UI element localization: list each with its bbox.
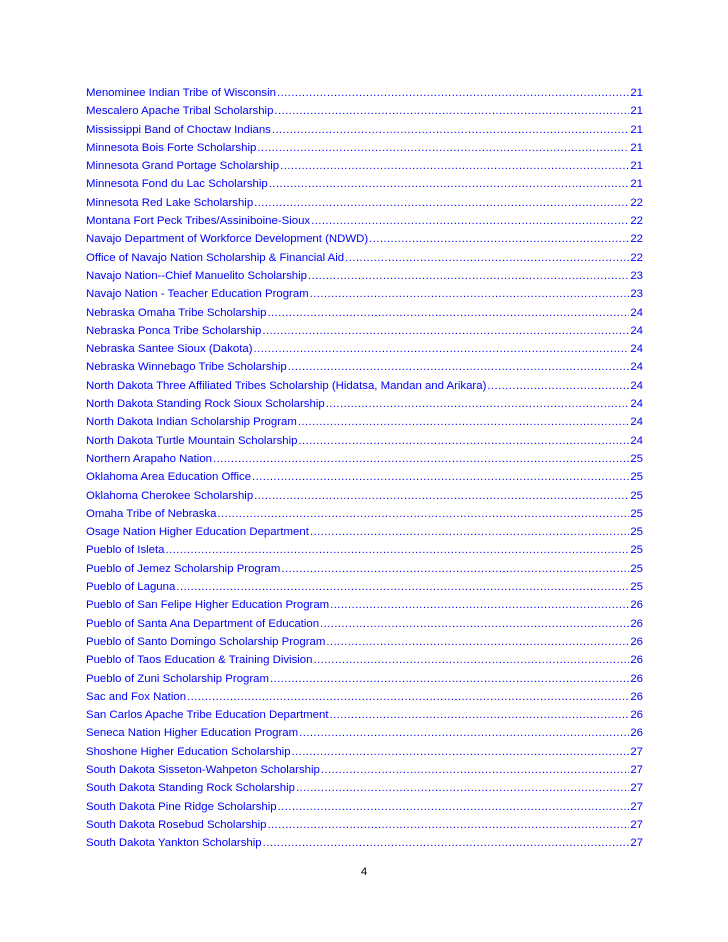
toc-entry-title[interactable]: Nebraska Santee Sioux (Dakota)	[86, 343, 253, 356]
toc-entry-page-number[interactable]: 25	[630, 489, 643, 502]
toc-entry-title[interactable]: South Dakota Pine Ridge Scholarship	[86, 800, 277, 813]
toc-entry-page-number[interactable]: 21	[630, 87, 643, 99]
toc-dot-leader	[254, 194, 629, 212]
toc-dot-leader	[252, 468, 629, 486]
toc-entry[interactable]	[86, 450, 643, 468]
toc-entry-title[interactable]: North Dakota Indian Scholarship Program	[86, 416, 297, 429]
toc-entry-page-number[interactable]: 25	[630, 562, 643, 575]
toc-entry-page-number[interactable]: 25	[630, 507, 643, 520]
toc-entry-page-number[interactable]: 24	[630, 324, 643, 337]
toc-entry[interactable]	[86, 358, 643, 376]
toc-dot-leader	[320, 615, 629, 633]
toc-entry-page-number[interactable]: 24	[630, 416, 643, 429]
toc-dot-leader	[217, 505, 629, 523]
toc-dot-leader	[267, 304, 629, 322]
toc-entry[interactable]	[86, 743, 643, 761]
toc-entry-title[interactable]: Montana Fort Peck Tribes/Assiniboine-Sioux	[86, 215, 311, 228]
toc-entry[interactable]	[86, 304, 643, 322]
toc-entry[interactable]	[86, 523, 643, 541]
toc-entry-title[interactable]: Pueblo of Jemez Scholarship Program	[86, 562, 281, 575]
toc-entry-title[interactable]: Omaha Tribe of Nebraska	[86, 507, 217, 520]
toc-dot-leader	[270, 670, 629, 688]
toc-entry-page-number[interactable]: 27	[630, 818, 643, 831]
toc-entry[interactable]	[86, 724, 643, 742]
toc-entry-title[interactable]: Mescalero Apache Tribal Scholarship	[86, 105, 274, 118]
toc-entry-page-number[interactable]: 24	[630, 434, 643, 447]
toc-dot-leader	[274, 102, 629, 120]
toc-entry-page-number[interactable]: 25	[630, 581, 643, 594]
toc-entry-page-number[interactable]: 27	[630, 837, 643, 850]
toc-entry-title[interactable]: San Carlos Apache Tribe Education Department	[86, 709, 329, 722]
toc-entry-title[interactable]: Pueblo of Laguna	[86, 581, 176, 594]
toc-entry-title[interactable]: Northern Arapaho Nation	[86, 452, 213, 465]
toc-entry[interactable]	[86, 670, 643, 688]
toc-entry-title[interactable]: Mississippi Band of Choctaw Indians	[86, 123, 271, 136]
toc-entry[interactable]	[86, 322, 643, 340]
toc-entry-page-number[interactable]: 22	[630, 196, 643, 209]
toc-dot-leader	[272, 121, 629, 139]
toc-entry-page-number[interactable]: 23	[630, 269, 643, 282]
toc-entry-page-number[interactable]: 27	[630, 800, 643, 813]
toc-dot-leader	[313, 651, 629, 669]
toc-entry[interactable]	[86, 816, 643, 834]
toc-entry-title[interactable]: Pueblo of San Felipe Higher Education Program	[86, 599, 330, 612]
toc-entry[interactable]	[86, 285, 643, 303]
toc-entry-page-number[interactable]: 22	[630, 233, 643, 246]
toc-dot-leader	[166, 541, 630, 559]
toc-dot-leader	[330, 706, 630, 724]
toc-entry-page-number[interactable]: 26	[630, 690, 643, 703]
toc-entry[interactable]	[86, 340, 643, 358]
toc-entry-page-number[interactable]: 25	[630, 471, 643, 484]
page-number: 4	[360, 866, 368, 878]
toc-dot-leader	[292, 743, 630, 761]
toc-entry-page-number[interactable]: 24	[630, 398, 643, 411]
toc-entry-title[interactable]: Oklahoma Cherokee Scholarship	[86, 489, 254, 502]
toc-entry-page-number[interactable]: 21	[630, 141, 643, 154]
toc-entry[interactable]	[86, 468, 643, 486]
toc-dot-leader	[330, 596, 629, 614]
toc-entry-page-number[interactable]: 26	[630, 672, 643, 685]
toc-entry[interactable]	[86, 615, 643, 633]
toc-entry-title[interactable]: Oklahoma Area Education Office	[86, 471, 252, 484]
toc-entry[interactable]	[86, 432, 643, 450]
toc-entry-title[interactable]: Osage Nation Higher Education Department	[86, 526, 309, 539]
toc-entry[interactable]	[86, 706, 643, 724]
toc-entry[interactable]	[86, 834, 643, 852]
toc-entry[interactable]	[86, 761, 643, 779]
toc-dot-leader	[281, 560, 629, 578]
toc-dot-leader	[267, 816, 629, 834]
toc-entry-title[interactable]: Navajo Nation--Chief Manuelito Scholarship	[86, 269, 307, 282]
toc-dot-leader	[187, 688, 629, 706]
toc-entry-title[interactable]: Sac and Fox Nation	[86, 690, 187, 703]
toc-entry-page-number[interactable]: 25	[630, 544, 643, 557]
toc-dot-leader	[326, 633, 629, 651]
toc-dot-leader	[321, 761, 629, 779]
toc-entry[interactable]	[86, 633, 643, 651]
toc-entry-title[interactable]: North Dakota Turtle Mountain Scholarship	[86, 434, 298, 447]
toc-dot-leader	[308, 267, 629, 285]
toc-entry-page-number[interactable]: 25	[630, 452, 643, 465]
toc-entry-page-number[interactable]: 24	[630, 306, 643, 319]
toc-entry-title[interactable]: South Dakota Rosebud Scholarship	[86, 818, 267, 831]
toc-dot-leader	[326, 395, 630, 413]
toc-entry-title[interactable]: South Dakota Sisseton-Wahpeton Scholarship	[86, 763, 320, 776]
toc-entry-title[interactable]: Navajo Nation - Teacher Education Program	[86, 288, 309, 301]
toc-entry-title[interactable]: Pueblo of Taos Education & Training Division	[86, 654, 313, 667]
toc-dot-leader	[278, 798, 630, 816]
toc-entry-title[interactable]: Minnesota Grand Portage Scholarship	[86, 160, 280, 173]
toc-entry[interactable]	[86, 267, 643, 285]
toc-entry-page-number[interactable]: 24	[630, 361, 643, 374]
toc-entry-page-number[interactable]: 25	[630, 526, 643, 539]
toc-entry-page-number[interactable]: 26	[630, 635, 643, 648]
toc-entry[interactable]	[86, 377, 643, 395]
toc-entry-page-number[interactable]: 21	[630, 105, 643, 118]
toc-entry-title[interactable]: Office of Navajo Nation Scholarship & Financial Aid	[86, 251, 345, 264]
toc-entry-page-number[interactable]: 26	[630, 599, 643, 612]
toc-entry[interactable]	[86, 688, 643, 706]
toc-entry-page-number[interactable]: 26	[630, 654, 643, 667]
toc-entry-title[interactable]: Minnesota Red Lake Scholarship	[86, 196, 254, 209]
toc-entry-title[interactable]: Minnesota Bois Forte Scholarship	[86, 141, 257, 154]
toc-entry[interactable]	[86, 175, 643, 193]
toc-dot-leader	[263, 834, 630, 852]
toc-entry[interactable]	[86, 157, 643, 175]
toc-entry-title[interactable]: Navajo Department of Workforce Development (NDWD)	[86, 233, 369, 246]
toc-entry-title[interactable]: Nebraska Ponca Tribe Scholarship	[86, 324, 262, 337]
toc-entry-title[interactable]: Shoshone Higher Education Scholarship	[86, 745, 291, 758]
table-of-contents	[86, 84, 643, 852]
toc-entry-title[interactable]: Menominee Indian Tribe of Wisconsin	[86, 87, 276, 99]
toc-entry[interactable]	[86, 578, 643, 596]
toc-entry-page-number[interactable]: 27	[630, 745, 643, 758]
toc-entry[interactable]	[86, 505, 643, 523]
toc-dot-leader	[298, 432, 629, 450]
toc-dot-leader	[310, 523, 629, 541]
toc-entry-page-number[interactable]: 27	[630, 782, 643, 795]
toc-entry-title[interactable]: Nebraska Omaha Tribe Scholarship	[86, 306, 267, 319]
toc-entry-title[interactable]: Pueblo of Santo Domingo Scholarship Program	[86, 635, 326, 648]
toc-entry[interactable]	[86, 541, 643, 559]
toc-dot-leader	[345, 249, 629, 267]
toc-entry-title[interactable]: North Dakota Three Affiliated Tribes Scholarship (Hidatsa, Mandan and Arikara)	[86, 379, 487, 392]
toc-entry-title[interactable]: Minnesota Fond du Lac Scholarship	[86, 178, 268, 191]
toc-entry-title[interactable]: North Dakota Standing Rock Sioux Scholarship	[86, 398, 325, 411]
toc-entry-page-number[interactable]: 21	[630, 123, 643, 136]
toc-dot-leader	[311, 212, 629, 230]
toc-entry[interactable]	[86, 139, 643, 157]
toc-entry-title[interactable]: South Dakota Standing Rock Scholarship	[86, 782, 295, 795]
toc-entry[interactable]	[86, 194, 643, 212]
toc-dot-leader	[310, 285, 630, 303]
toc-entry-title[interactable]: South Dakota Yankton Scholarship	[86, 837, 262, 850]
toc-dot-leader	[487, 377, 629, 395]
toc-entry-page-number[interactable]: 23	[630, 288, 643, 301]
toc-dot-leader	[277, 84, 629, 102]
toc-dot-leader	[213, 450, 629, 468]
toc-entry[interactable]	[86, 487, 643, 505]
toc-entry[interactable]	[86, 651, 643, 669]
toc-entry[interactable]	[86, 121, 643, 139]
toc-dot-leader	[369, 230, 629, 248]
toc-dot-leader	[254, 340, 630, 358]
toc-entry-page-number[interactable]: 21	[630, 178, 643, 191]
toc-dot-leader	[299, 724, 629, 742]
toc-entry-page-number[interactable]: 24	[630, 343, 643, 356]
toc-entry[interactable]	[86, 212, 643, 230]
toc-dot-leader	[262, 322, 629, 340]
toc-entry-title[interactable]: Seneca Nation Higher Education Program	[86, 727, 299, 740]
toc-dot-leader	[298, 413, 629, 431]
toc-entry[interactable]	[86, 230, 643, 248]
toc-entry-title[interactable]: Pueblo of Isleta	[86, 544, 165, 557]
toc-dot-leader	[269, 175, 630, 193]
toc-entry-title[interactable]: Nebraska Winnebago Tribe Scholarship	[86, 361, 287, 374]
toc-entry-page-number[interactable]: 24	[630, 379, 643, 392]
toc-entry-page-number[interactable]: 26	[630, 709, 643, 722]
toc-entry-page-number[interactable]: 26	[630, 617, 643, 630]
toc-dot-leader	[257, 139, 629, 157]
toc-entry-page-number[interactable]: 21	[630, 160, 643, 173]
toc-dot-leader	[288, 358, 630, 376]
toc-entry[interactable]	[86, 395, 643, 413]
toc-dot-leader	[176, 578, 629, 596]
toc-entry-page-number[interactable]: 27	[630, 763, 643, 776]
toc-entry-title[interactable]: Pueblo of Zuni Scholarship Program	[86, 672, 269, 685]
toc-entry-page-number[interactable]: 22	[630, 215, 643, 228]
toc-entry[interactable]	[86, 596, 643, 614]
toc-entry[interactable]	[86, 779, 643, 797]
toc-dot-leader	[296, 779, 629, 797]
toc-entry[interactable]	[86, 249, 643, 267]
toc-entry[interactable]	[86, 84, 643, 102]
toc-entry-page-number[interactable]: 22	[630, 251, 643, 264]
toc-dot-leader	[280, 157, 629, 175]
toc-entry-title[interactable]: Pueblo of Santa Ana Department of Education	[86, 617, 320, 630]
toc-dot-leader	[254, 487, 629, 505]
toc-entry[interactable]	[86, 413, 643, 431]
toc-entry[interactable]	[86, 560, 643, 578]
toc-entry-page-number[interactable]: 26	[630, 727, 643, 740]
toc-entry[interactable]	[86, 798, 643, 816]
toc-entry[interactable]	[86, 102, 643, 120]
